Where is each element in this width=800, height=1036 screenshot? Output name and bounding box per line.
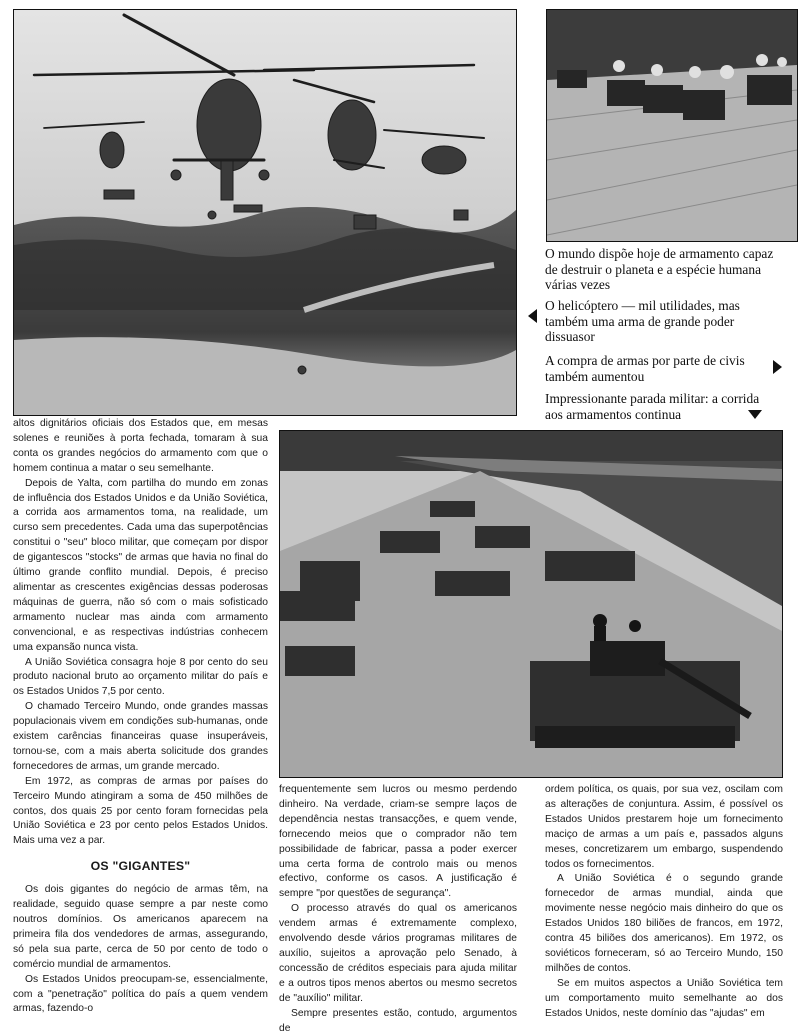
caption-3: A compra de armas por parte de civis também aumentou xyxy=(545,353,745,384)
caption-4: Impressionante parada militar: a corrida aos armamentos continua xyxy=(545,391,760,422)
text-column-middle xyxy=(279,783,517,1036)
paragraph: Se em muitos aspectos a União Soviética tem um comportamento muito semelhante ao dos Estados Unidos, neste domínio das "ajudas" em xyxy=(545,977,783,1019)
paragraph: Os Estados Unidos preocupam-se, essencialmente, com a "penetração" política do país a quem vendem armas, fazendo-o xyxy=(13,973,268,1015)
paragraph: O processo através do qual os americanos vendem armas é extremamente complexo, envolvendo desde vários programas militares de auxílio, sujeitos a aprovação pelo Senado, à concessão de créditos especiais para ajuda militar e a outros tipos menos abertos ou mesmo secretos de "auxílio" militar. xyxy=(279,903,517,1004)
paragraph: Depois de Yalta, com partilha do mundo em zonas de influência dos Estados Unidos e da União Soviética, a corrida aos armamentos toma, na realidade, um curso sem precedentes. Cada uma das superpotências constitui o "seu" bloco militar, que começam por dispor de gigantescos "stocks" de armas que havia no final do último grande conflito mundial. Depois, é preciso alimentar as crescentes exigências dessas poderosas máquinas de guerra, não só com o mais sofisticado armamento nuclear mas ainda com armamento convencional, e as respectivas indústrias conhecem uma expansão nunca vista. xyxy=(13,477,268,653)
paragraph: ordem política, os quais, por sua vez, oscilam com as alterações de conjuntura. Assim, é possível os Estados Unidos prestarem hoje um fornecimento maciço de armas a um país e, passados alguns meses, concretizarem um embargo, suspendendo todos os fornecimentos. xyxy=(545,784,783,870)
paragraph: A União Soviética consagra hoje 8 por cento do seu produto nacional bruto ao orçamento militar do país e os Estados Unidos 7,5 por cento. xyxy=(13,656,268,698)
paragraph: Sempre presentes estão, contudo, argumentos de xyxy=(279,1007,517,1034)
paragraph: A União Soviética é o segundo grande fornecedor de armas mundial, ainda que movimente nesse negócio mais dinheiro do que os Estados Unidos 180 biliões de francos, em 1972, contra 45 biliões dos americanos). Em 1972, os soviéticos forneceram, só ao Terceiro Mundo, 150 milhões de contos. xyxy=(545,873,783,974)
tank-parade-photo xyxy=(279,430,783,778)
text-column-right xyxy=(545,783,783,1022)
caption-1: O mundo dispõe hoje de armamento capaz de destruir o planeta e a espécie humana várias vezes xyxy=(545,246,774,293)
arrow-down-icon xyxy=(748,410,762,419)
paragraph: O chamado Terceiro Mundo, onde grandes massas populacionais vivem em condições sub-humanas, onde existem carências financeiras quase insuperáveis, tornou-se, com a mais aberta solicitude dos grandes fornecedores de armas, um grande mercado. xyxy=(13,701,268,772)
missile-parade-photo xyxy=(546,9,798,242)
paragraph: frequentemente sem lucros ou mesmo perdendo dinheiro. Na verdade, criam-se sempre laços de dependência nestas transacções, e quem vende, fornecendo meios que o comprador não tem possibilidade de fabricar, passa a poder exercer uma certa forma de controlo mais ou menos efectivo, conforme os casos. A justificação é sempre "por questões de segurança". xyxy=(279,784,517,900)
text-column-left xyxy=(13,417,268,1017)
paragraph: Em 1972, as compras de armas por países do Terceiro Mundo atingiram a soma de 450 milhões de contos, dos quais 25 por cento foram fornecidas pela União Soviética e 23 por cento pelos Estados Unidos. Mais uma vez a par. xyxy=(13,775,268,847)
arrow-right-icon xyxy=(773,360,782,374)
caption-2: O helicóptero — mil utilidades, mas também uma arma de grande poder dissuasor xyxy=(545,298,740,345)
arrow-left-icon xyxy=(528,309,537,323)
paragraph: Os dois gigantes do negócio de armas têm, na realidade, seguido quase sempre a par neste como noutros domínios. Os americanos aparecem na primeira fila dos vendedores de armas, assegurando, só pela sua parte, cerca de 50 por cento de todo o comércio mundial de armamentos. xyxy=(13,884,268,970)
helicopter-photo xyxy=(13,9,517,416)
section-heading: OS "GIGANTES" xyxy=(90,859,191,874)
paragraph: altos dignitários oficiais dos Estados que, em mesas solenes e reuniões à porta fechada, tomaram à sua conta os grandes negócios do armamento com que o homem continua a matar o seu semelhante. xyxy=(13,418,268,474)
